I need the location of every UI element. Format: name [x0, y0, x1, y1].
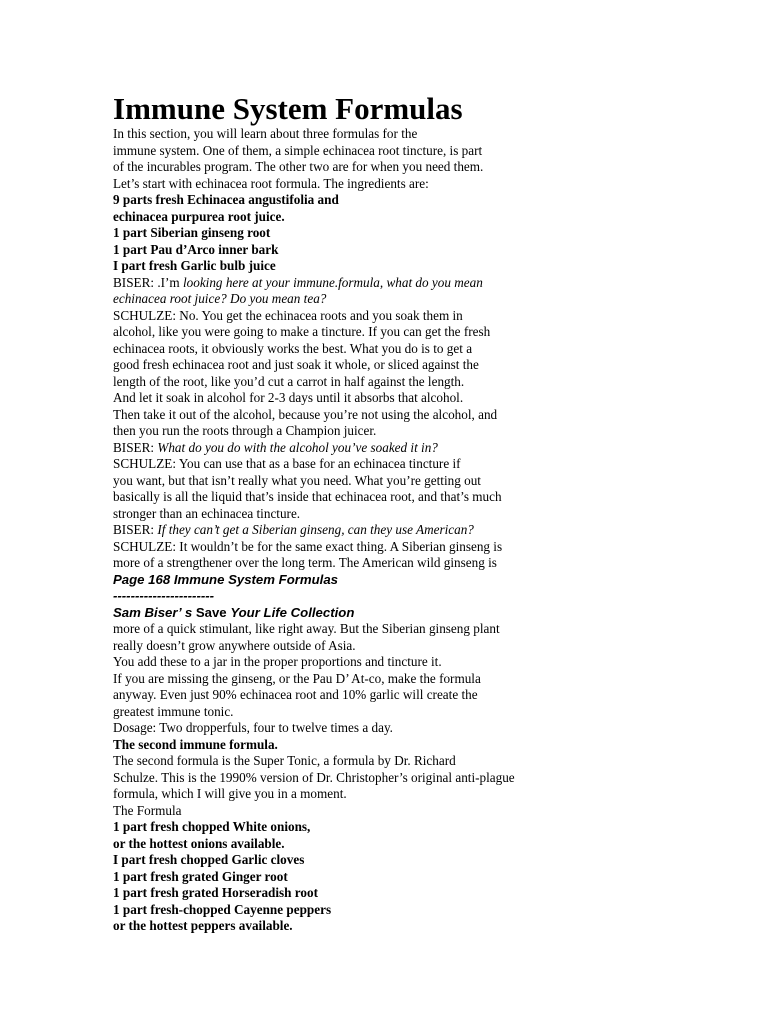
collection-name: Your Life Collection	[230, 604, 355, 620]
text-line	[113, 126, 533, 143]
text-line	[113, 522, 533, 539]
text-line	[113, 506, 533, 523]
text-line	[113, 275, 533, 292]
text-run: Then take it out of the alcohol, because you’re not using the alcohol, and	[113, 406, 498, 422]
text-line	[113, 621, 533, 638]
text-run: greatest immune tonic.	[113, 703, 234, 719]
text-line	[113, 374, 533, 391]
text-line	[113, 638, 533, 655]
running-header	[113, 572, 533, 622]
text-line	[113, 357, 533, 374]
text-run: really doesn’t grow anywhere outside of Asia.	[113, 637, 356, 653]
text-line	[113, 209, 533, 226]
text-line	[113, 407, 533, 424]
text-run: more of a strengthener over the long term. The American wild ginseng is	[113, 555, 497, 570]
text-line	[113, 852, 533, 869]
text-line	[113, 324, 533, 341]
text-line	[113, 885, 533, 902]
text-run: Let’s start with echinacea root formula. The ingredients are:	[113, 175, 429, 191]
text-run: In this section, you will learn about three formulas for the	[113, 126, 418, 141]
italic-question-run: looking here at your immune.formula, what do you mean	[182, 274, 483, 290]
text-line	[113, 159, 533, 176]
text-run: The second immune formula.	[113, 736, 278, 752]
text-line	[113, 869, 533, 886]
text-line	[113, 473, 533, 490]
text-line	[113, 753, 533, 770]
text-run: length of the root, like you’d cut a carrot in half against the length.	[113, 373, 465, 389]
text-run: I part fresh Garlic bulb juice	[113, 258, 276, 273]
text-line	[113, 440, 533, 457]
text-run: echinacea roots, it obviously works the best. What you do is to get a	[113, 340, 473, 356]
text-line	[113, 836, 533, 853]
text-line	[113, 539, 533, 556]
text-run: BISER:	[113, 522, 158, 537]
text-run: or the hottest onions available.	[113, 835, 285, 851]
text-line	[113, 720, 533, 737]
text-run: basically is all the liquid that’s inside that echinacea root, and that’s much	[113, 489, 502, 504]
text-run: good fresh echinacea root and just soak it whole, or sliced against the	[113, 357, 479, 372]
text-line	[113, 143, 533, 160]
text-run: BISER: .I’m	[113, 274, 183, 290]
text-run: 1 part fresh chopped White onions,	[113, 819, 311, 834]
text-line	[113, 786, 533, 803]
text-line	[113, 341, 533, 358]
text-line	[113, 489, 533, 506]
text-run: Dosage: Two dropperfuls, four to twelve times a day.	[113, 720, 393, 735]
text-line	[113, 258, 533, 275]
text-run: If you are missing the ginseng, or the Pau D’ At-co, make the formula	[113, 670, 481, 686]
text-line	[113, 654, 533, 671]
text-run: 1 part fresh grated Ginger root	[113, 868, 288, 884]
text-line	[113, 456, 533, 473]
text-line	[113, 192, 533, 209]
text-line	[113, 687, 533, 704]
text-run: stronger than an echinacea tincture.	[113, 505, 301, 521]
text-run: I part fresh chopped Garlic cloves	[113, 852, 305, 867]
text-run: 9 parts fresh Echinacea angustifolia and	[113, 192, 339, 207]
document-page	[113, 92, 533, 935]
text-run: The second formula is the Super Tonic, a formula by Dr. Richard	[113, 753, 456, 768]
text-line	[113, 902, 533, 919]
text-run: Schulze. This is the 1990% version of Dr. Christopher’s original anti-plague	[113, 769, 515, 785]
collection-title	[113, 605, 533, 622]
text-run: you want, but that isn’t really what you need. What you’re getting out	[113, 472, 481, 488]
text-line	[113, 390, 533, 407]
text-run: 1 part Siberian ginseng root	[113, 225, 271, 240]
text-run: or the hottest peppers available.	[113, 918, 293, 933]
text-run: You add these to a jar in the proper proportions and tincture it.	[113, 654, 442, 669]
text-line	[113, 819, 533, 836]
text-run: echinacea root juice? Do you mean tea?	[113, 291, 327, 306]
text-line	[113, 308, 533, 325]
text-run: more of a quick stimulant, like right away. But the Siberian ginseng plant	[113, 621, 500, 636]
text-line	[113, 225, 533, 242]
text-run: The Formula	[113, 802, 182, 818]
text-run: alcohol, like you were going to make a tincture. If you can get the fresh	[113, 324, 491, 339]
italic-question-run: If they can’t get a Siberian ginseng, can they use American?	[157, 522, 474, 537]
text-line	[113, 423, 533, 440]
text-line	[113, 242, 533, 259]
text-line	[113, 918, 533, 935]
text-line	[113, 770, 533, 787]
text-run: 1 part Pau d’Arco inner bark	[113, 241, 279, 257]
text-line	[113, 803, 533, 820]
text-run: formula, which I will give you in a moment.	[113, 786, 347, 801]
text-run: 1 part fresh-chopped Cayenne peppers	[113, 901, 332, 917]
text-run: of the incurables program. The other two are for when you need them.	[113, 159, 484, 174]
body-text-part-1	[113, 126, 533, 572]
body-text-part-2	[113, 621, 533, 935]
text-line	[113, 704, 533, 721]
text-run: immune system. One of them, a simple echinacea root tincture, is part	[113, 142, 483, 158]
page-header-line: Page 168 Immune System Formulas	[113, 571, 339, 587]
page-title: Immune System Formulas	[113, 91, 463, 126]
text-line	[113, 737, 533, 754]
text-line	[113, 291, 533, 308]
text-line	[113, 176, 533, 193]
collection-save: Save	[195, 604, 231, 620]
text-run: SCHULZE: You can use that as a base for an echinacea tincture if	[113, 456, 461, 471]
text-line	[113, 671, 533, 688]
text-run: then you run the roots through a Champion juicer.	[113, 423, 377, 438]
collection-author: Sam Biser’ s	[113, 604, 196, 620]
text-run: SCHULZE: No. You get the echinacea roots and you soak them in	[113, 307, 463, 323]
text-line	[113, 555, 533, 572]
text-run: BISER:	[113, 439, 158, 455]
text-run: And let it soak in alcohol for 2-3 days until it absorbs that alcohol.	[113, 390, 464, 405]
text-run: echinacea purpurea root juice.	[113, 208, 285, 224]
text-run: SCHULZE: It wouldn’t be for the same exact thing. A Siberian ginseng is	[113, 538, 503, 554]
italic-question-run: What do you do with the alcohol you’ve soaked it in?	[157, 439, 438, 455]
text-run: anyway. Even just 90% echinacea root and 10% garlic will create the	[113, 687, 478, 702]
header-rule: -----------------------	[113, 588, 215, 603]
text-run: 1 part fresh grated Horseradish root	[113, 885, 318, 900]
